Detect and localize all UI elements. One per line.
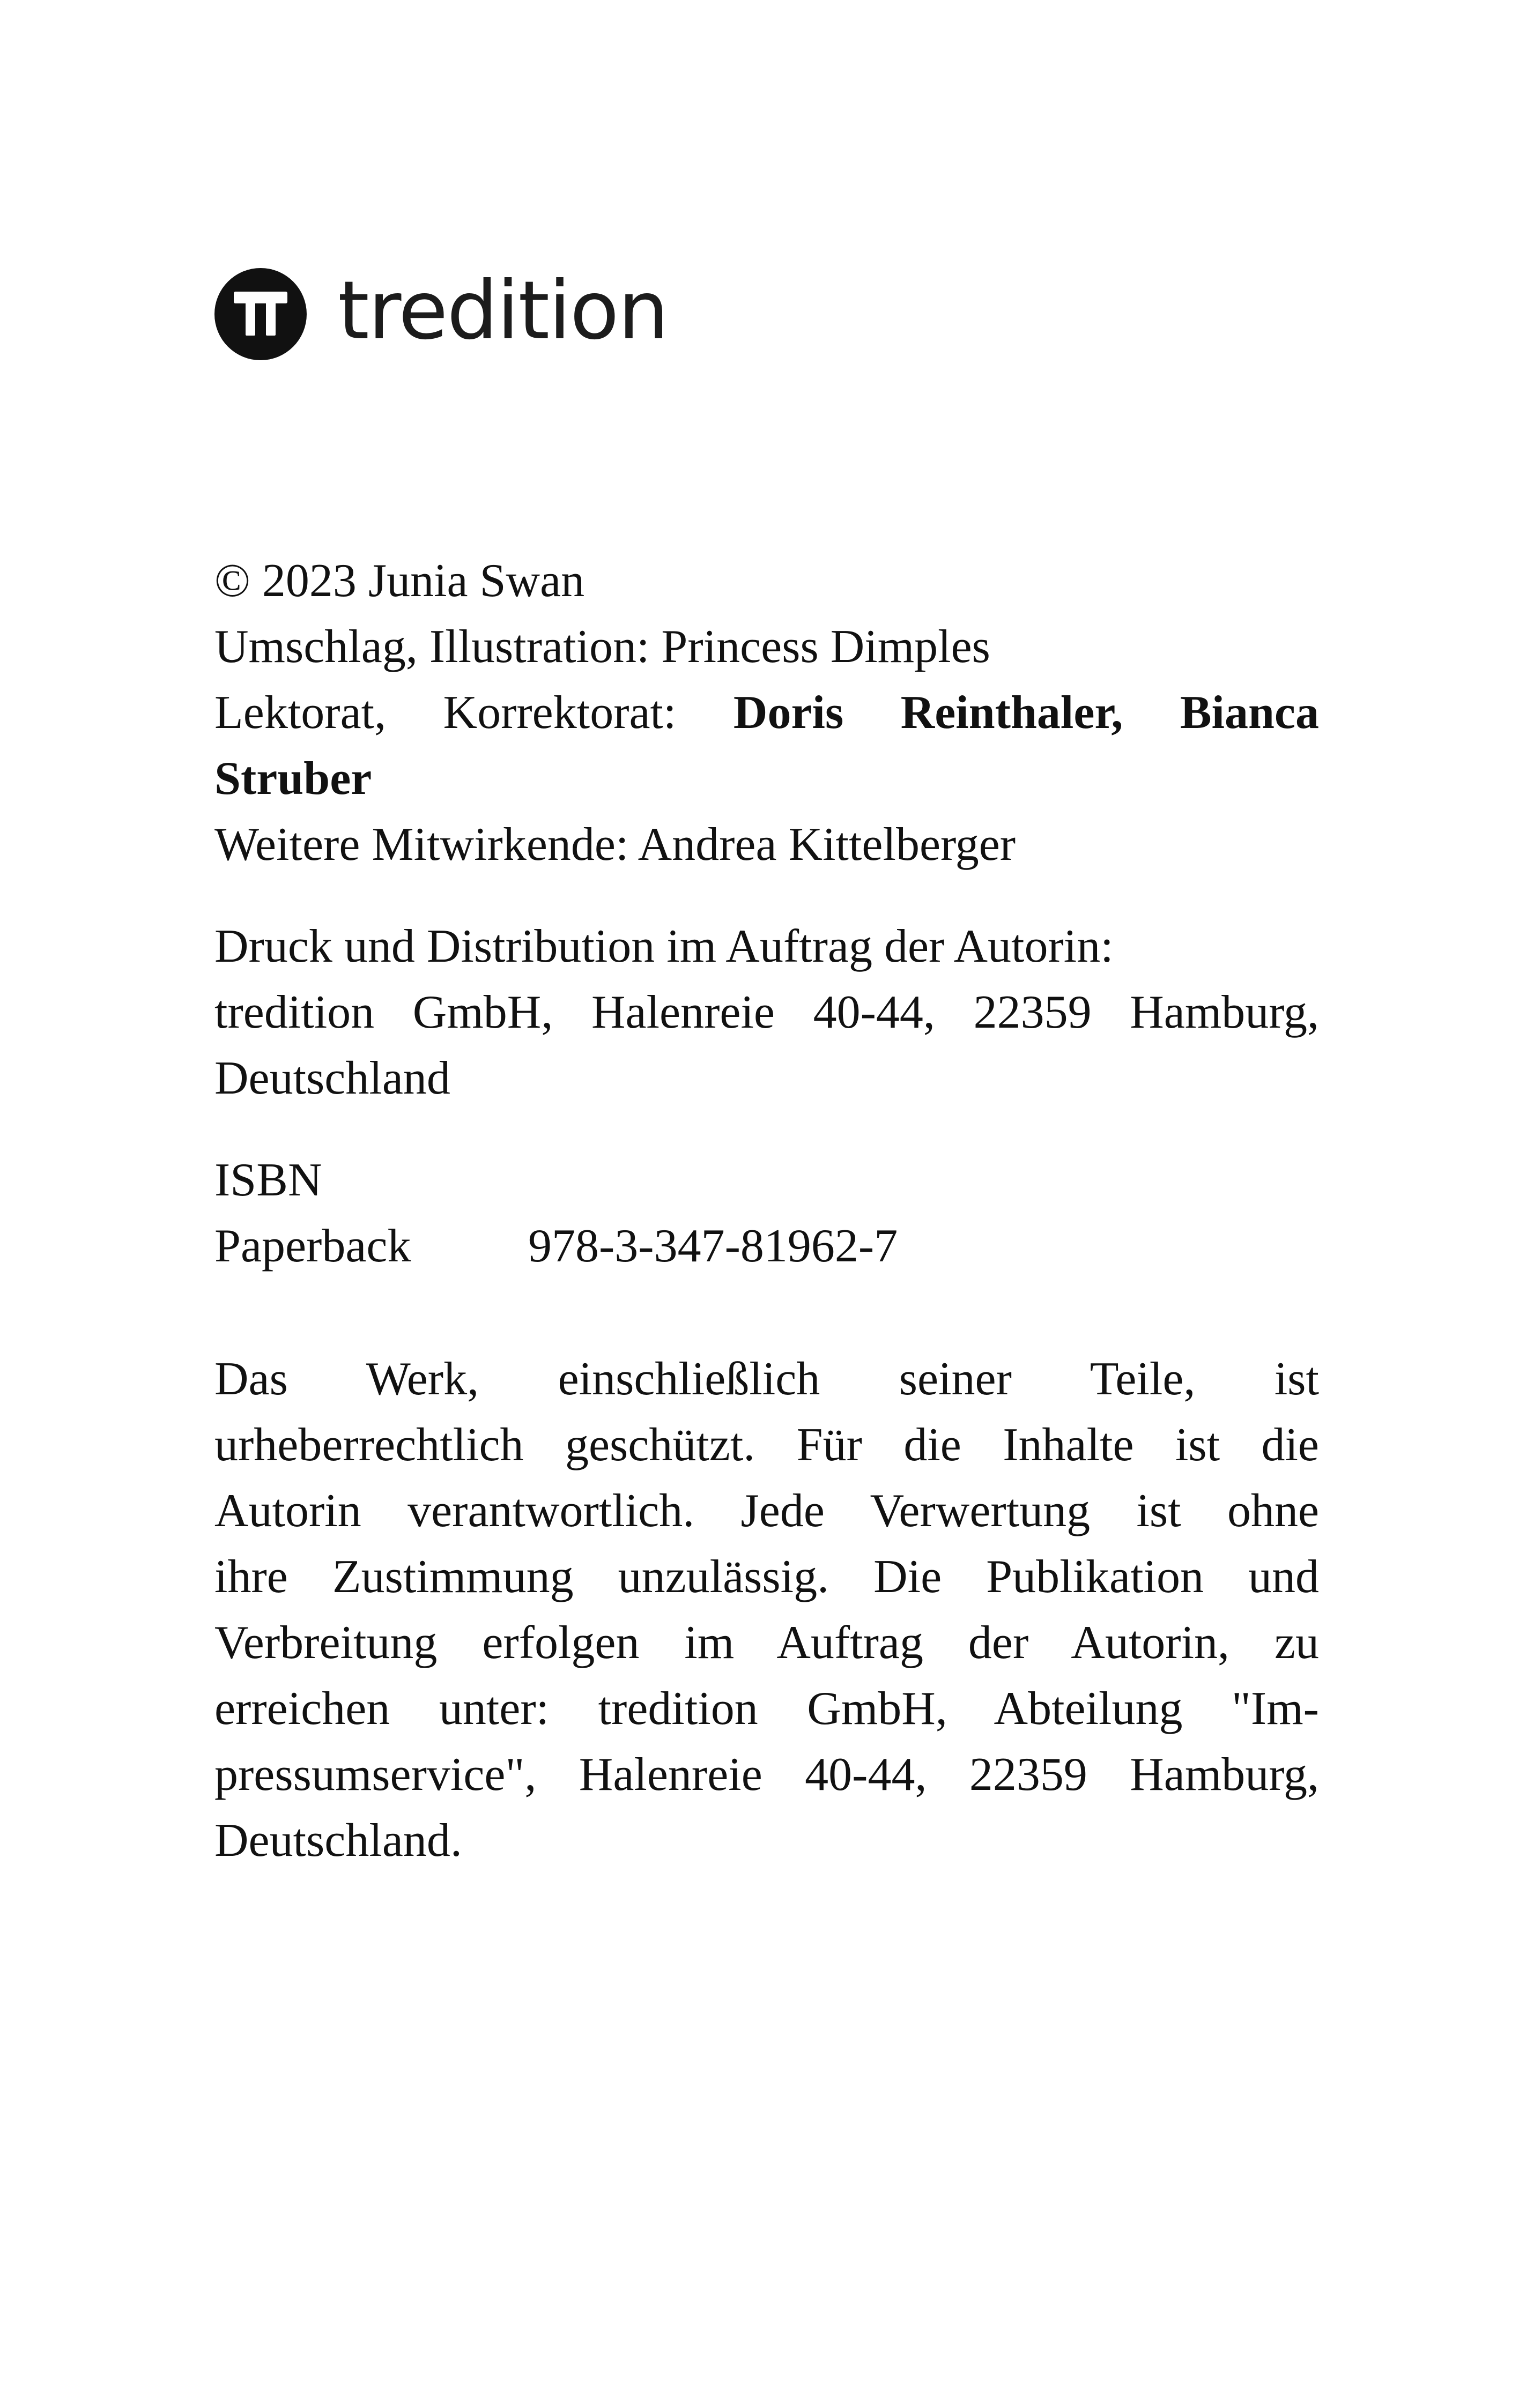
- copyright-line: © 2023 Junia Swan: [214, 555, 585, 607]
- isbn-format: Paperback: [214, 1220, 411, 1272]
- logo-wordmark: tredition: [338, 264, 668, 358]
- cover-credit-value: Princess Dimples: [661, 621, 990, 673]
- legal-line: erreichen unter: tredition GmbH, Abteilung "Im-: [214, 1683, 1319, 1735]
- printing-line-2: tredition GmbH, Halenreie 40-44, 22359 Hamburg,: [214, 986, 1319, 1038]
- contributors-value: Andrea Kittelberger: [638, 819, 1016, 871]
- printing-line-3: Deutschland: [214, 1052, 450, 1104]
- contributors-label: Weitere Mitwirkende:: [214, 819, 629, 871]
- legal-line: Das Werk, einschließlich seiner Teile, ist: [214, 1353, 1319, 1405]
- cover-credit-label: Umschlag, Illustration:: [214, 621, 650, 673]
- legal-line: Autorin verantwortlich. Jede Verwertung ist ohne: [214, 1485, 1319, 1537]
- contributors-credit: [214, 812, 1319, 878]
- legal-line: urheberrechtlich geschützt. Für die Inhalte ist die: [214, 1419, 1319, 1471]
- editing-credit: [214, 680, 1319, 746]
- tredition-logo-icon: [214, 268, 307, 360]
- legal-line: Deutschland.: [214, 1815, 462, 1867]
- editing-credit-value-continued: Struber: [214, 753, 372, 805]
- editing-credit-value: Doris Reinthaler, Bianca: [733, 687, 1319, 739]
- imprint-content: [214, 548, 1319, 1874]
- isbn-heading: ISBN: [214, 1154, 322, 1206]
- isbn-row: [214, 1213, 1319, 1279]
- publisher-logo: [214, 264, 668, 360]
- printing-line-1: Druck und Distribution im Auftrag der Autorin:: [214, 920, 1114, 972]
- legal-notice: [214, 1346, 1319, 1874]
- legal-line: ihre Zustimmung unzulässig. Die Publikation und: [214, 1551, 1319, 1603]
- editing-credit-label: Lektorat, Korrektorat:: [214, 687, 677, 739]
- legal-line: pressumservice", Halenreie 40-44, 22359 Hamburg,: [214, 1749, 1319, 1801]
- cover-credit: [214, 614, 1319, 680]
- legal-line: Verbreitung erfolgen im Auftrag der Autorin, zu: [214, 1617, 1319, 1669]
- isbn-number: 978-3-347-81962-7: [528, 1220, 898, 1272]
